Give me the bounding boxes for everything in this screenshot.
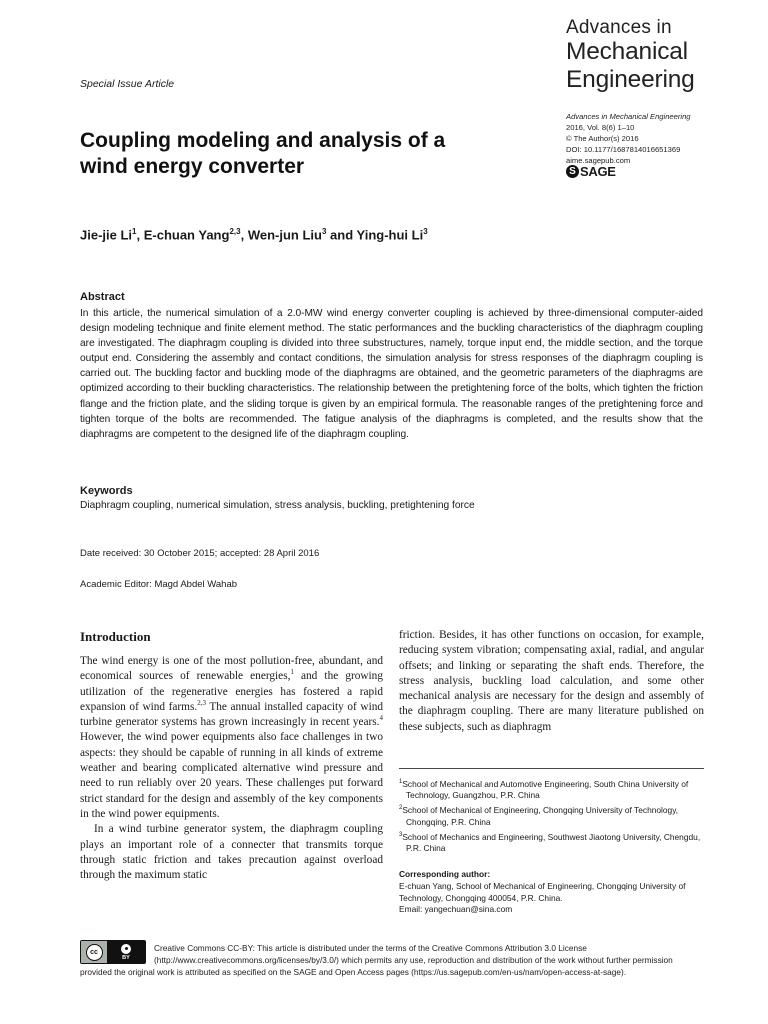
title-line-2: wind energy converter bbox=[80, 155, 305, 178]
meta-volume: 2016, Vol. 8(6) 1–10 bbox=[566, 123, 635, 132]
affiliation-number: 2 bbox=[399, 805, 403, 812]
corresponding-author-address: E-chuan Yang, School of Mechanical of Engineering, Chongqing University of Technology, Chongqing 400054, P.R. China. bbox=[399, 881, 686, 903]
citation-sup[interactable]: 4 bbox=[379, 714, 383, 723]
affiliations bbox=[399, 777, 704, 856]
introduction-heading: Introduction bbox=[80, 629, 151, 644]
author-separator: , bbox=[136, 227, 144, 243]
article-title bbox=[80, 128, 520, 180]
affiliation-item bbox=[399, 777, 704, 802]
intro-paragraph-2: In a wind turbine generator system, the diaphragm coupling plays an important role of a connecter that transmits torque through static friction and takes precaution against overload through the maximum static bbox=[80, 823, 383, 882]
affiliation-number: 1 bbox=[399, 779, 403, 785]
meta-journal-name: Advances in Mechanical Engineering bbox=[566, 112, 691, 121]
meta-copyright: © The Author(s) 2016 bbox=[566, 134, 639, 143]
intro-column-right: friction. Besides, it has other functions on occasion, for example, reducing system vibration; compensating axial, radial, and angular offsets; and linking or separating the shaft ends. Therefore, the stress analysis, buckling load calculation, and some other mechanical analysis are necessary for the design and assembly of the diaphragm coupling. There are many literature published on these subjects, such as diaphragm bbox=[399, 629, 704, 733]
author-name: Ying-hui Li bbox=[356, 227, 424, 243]
corresponding-author-heading: Corresponding author: bbox=[399, 869, 491, 879]
intro-p1-text-b: and the growing utilization of the regenerative energies has fostered a rapid expansion of wind farms. bbox=[80, 670, 383, 713]
cc-icon: cc bbox=[86, 944, 103, 961]
affiliation-divider bbox=[399, 768, 704, 769]
citation-sup[interactable]: 1 bbox=[290, 668, 294, 677]
author-affiliation-sup: 2,3 bbox=[229, 227, 241, 236]
corresponding-author-details bbox=[399, 881, 709, 916]
abstract-text: In this article, the numerical simulation of a 2.0-MW wind energy converter coupling is achieved by three-dimensional computer-aided design modeling technique and finite element method. The static performances and the buckling characteristics of the diaphragm coupling are investigated. The diaphragm coupling is divided into three substructures, namely, torque input end, the middle section, and the torque output end. Considering the assembly and contact conditions, the simulation analysis for stress responses of the diaphragm coupling is carried out. The buckling factor and buckling mode of the diaphragms are obtained, and the geometric parameters of the diaphragms are optimized according to their buckling characteristics. The relationship between the pretightening force of the bolts, which tighten the friction flange and the friction plate, and the sliding torque is given by an empirical formula. The reasonable ranges of the pretightening force and tighten torque of the bolts are recommended. The fatigue analysis of the diaphragms is completed, and the results show that the diaphragms are competent to the designed life of the diaphragm coupling. bbox=[80, 308, 703, 440]
journal-logo bbox=[566, 18, 695, 92]
sage-mark-icon: S bbox=[566, 165, 579, 178]
keywords-heading: Keywords bbox=[80, 485, 133, 497]
affiliation-number: 3 bbox=[399, 831, 403, 838]
sage-logo bbox=[566, 164, 616, 179]
sage-wordmark: SAGE bbox=[580, 164, 616, 179]
affiliation-text: School of Mechanical and Automotive Engineering, South China University of Technology, Guangzhou, P.R. China bbox=[402, 778, 689, 801]
author-affiliation-sup: 3 bbox=[321, 227, 327, 236]
intro-column-left bbox=[80, 654, 383, 883]
abstract-heading: Abstract bbox=[80, 291, 125, 303]
article-type: Special Issue Article bbox=[80, 78, 175, 90]
intro-paragraph-1 bbox=[80, 654, 383, 822]
author-list bbox=[80, 227, 428, 242]
journal-meta bbox=[566, 111, 691, 166]
affiliation-text: School of Mechanics and Engineering, Southwest Jiaotong University, Chengdu, P.R. China bbox=[402, 831, 701, 854]
title-line-1: Coupling modeling and analysis of a bbox=[80, 129, 446, 152]
license-notice bbox=[80, 942, 705, 979]
author-affiliation-sup: 1 bbox=[132, 227, 137, 236]
affiliation-item bbox=[399, 830, 704, 855]
author-separator: and bbox=[326, 227, 357, 243]
author-name: Jie-jie Li bbox=[80, 227, 133, 243]
license-text: Creative Commons CC-BY: This article is distributed under the terms of the Creative Commons Attribution 3.0 License (http://www.creativecommons.org/licenses/by/3.0/) which permits any use, reproduction and distribution of the work without further permission provided the original work is attributed as specified on the SAGE and Open Access pages (https://us.sagepub.com/en-us/nam/open-access-at-sage). bbox=[80, 943, 673, 978]
author-separator: , bbox=[240, 227, 248, 243]
author-name: Wen-jun Liu bbox=[247, 227, 322, 243]
keywords-text: Diaphragm coupling, numerical simulation, stress analysis, buckling, pretightening force bbox=[80, 500, 475, 511]
citation-sup[interactable]: 2,3 bbox=[197, 699, 206, 708]
meta-url[interactable]: aime.sagepub.com bbox=[566, 156, 631, 165]
author-affiliation-sup: 3 bbox=[423, 227, 428, 236]
journal-logo-line2: Mechanical bbox=[566, 38, 688, 65]
journal-logo-line3: Engineering bbox=[566, 65, 695, 93]
intro-p1-text-a: The wind energy is one of the most pollution-free, abundant, and economical sources of renewable energies, bbox=[80, 655, 383, 683]
by-label: BY bbox=[122, 954, 130, 961]
date-received: Date received: 30 October 2015; accepted: 28 April 2016 bbox=[80, 548, 320, 559]
meta-doi[interactable]: DOI: 10.1177/1687814016651369 bbox=[566, 145, 681, 154]
academic-editor: Academic Editor: Magd Abdel Wahab bbox=[80, 579, 238, 590]
author-name: E-chuan Yang bbox=[143, 227, 230, 243]
intro-p1-text-d: However, the wind power equipments also face challenges in two aspects: they should be capable of running in all kinds of extreme weather and bearing complicated alternative wind pressure and need to run reliably over 20 years. These challenges put forward strict standard for the design and assembly of the key components in the wind power equipments. bbox=[80, 731, 383, 820]
journal-logo-line1: Advances in bbox=[566, 17, 672, 38]
affiliation-text: School of Mechanical of Engineering, Chongqing University of Technology, Chongqing, P.R. China bbox=[402, 805, 679, 827]
affiliation-item bbox=[399, 803, 704, 828]
corresponding-author-email[interactable]: Email: yangechuan@sina.com bbox=[399, 904, 513, 915]
intro-p1-text-c: The annual installed capacity of wind turbine generator systems has grown increasingly in recent years. bbox=[80, 700, 384, 729]
